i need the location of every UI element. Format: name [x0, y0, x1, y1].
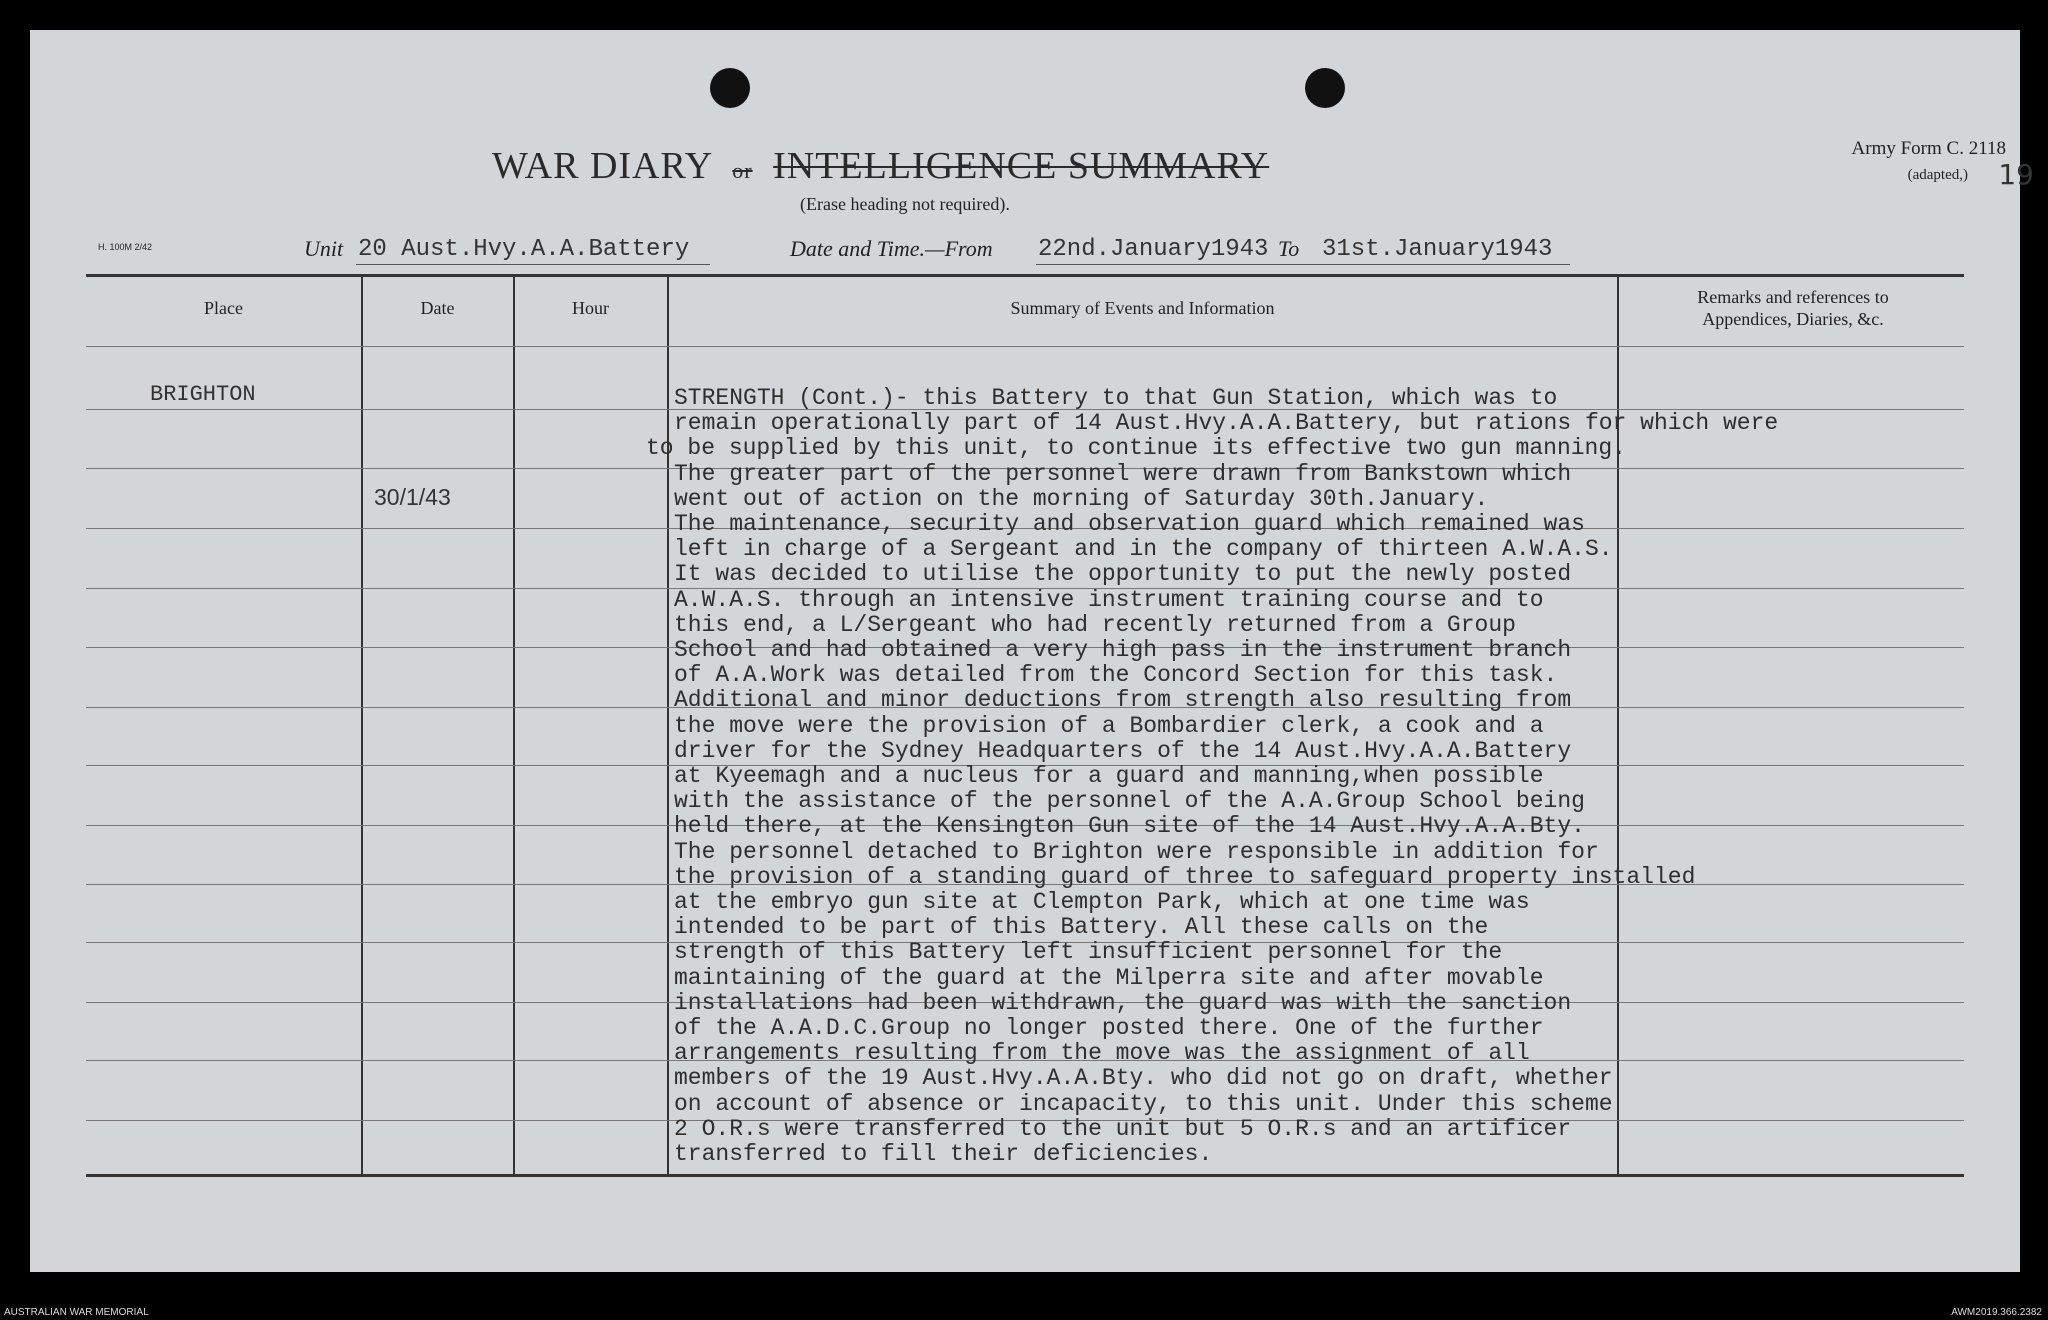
unit-value: 20 Aust.Hvy.A.A.Battery: [358, 236, 690, 263]
form-title: [492, 144, 1269, 188]
summary-line: It was decided to utilise the opportunity to put the newly posted: [674, 561, 1572, 588]
column-header-remarks: Remarks and references to Appendices, Diaries, &c.: [1697, 287, 1889, 329]
summary-line: The greater part of the personnel were drawn from Bankstown which: [674, 460, 1572, 487]
summary-line: left in charge of a Sergeant and in the company of thirteen A.W.A.S.: [674, 536, 1613, 563]
title-war-diary: WAR DIARY: [492, 145, 712, 187]
column-header-summary: Summary of Events and Information: [1010, 298, 1275, 318]
summary-line: held there, at the Kensington Gun site of the 14 Aust.Hvy.A.A.Bty.: [674, 813, 1585, 840]
column-divider: [513, 276, 515, 1174]
summary-line: remain operationally part of 14 Aust.Hvy.A.A.Battery, but rations for which were: [674, 410, 1779, 437]
summary-line: at Kyeemagh and a nucleus for a guard and manning,when possible: [674, 763, 1544, 789]
summary-line: the provision of a standing guard of three to safeguard property installed: [674, 863, 1696, 890]
column-header-date: Date: [420, 298, 455, 318]
summary-line: on account of absence or incapacity, to this unit. Under this scheme: [674, 1090, 1613, 1117]
summary-line: with the assistance of the personnel of the A.A.Group School being: [674, 788, 1585, 815]
unit-label: Unit: [304, 236, 344, 261]
summary-line: School and had obtained a very high pass in the instrument branch: [674, 637, 1572, 663]
table-top-border: [86, 274, 1964, 277]
army-form-adapted: (adapted,): [1907, 167, 1968, 183]
date-to: 31st.January1943: [1322, 236, 1553, 263]
title-or: or: [732, 158, 753, 183]
punch-hole-left: [710, 68, 750, 108]
summary-line: maintaining of the guard at the Milperra site and after movable: [674, 964, 1544, 991]
summary-line: 2 O.R.s were transferred to the unit but 5 O.R.s and an artificer: [674, 1115, 1572, 1142]
footer-accession: AWM2019.366.2382: [1951, 1307, 2042, 1318]
title-intelligence-summary: INTELLIGENCE SUMMARY: [773, 145, 1270, 187]
summary-line: members of the 19 Aust.Hvy.A.A.Bty. who did not go on draft, whether: [674, 1065, 1613, 1092]
summary-line: strength of this Battery left insufficient personnel for the: [674, 939, 1503, 966]
summary-line: The personnel detached to Brighton were responsible in addition for: [674, 838, 1599, 865]
summary-line: to be supplied by this unit, to continue its effective two gun manning.: [646, 435, 1626, 462]
to-label: To: [1278, 236, 1300, 261]
summary-line: The maintenance, security and observation guard which remained was: [674, 511, 1585, 537]
date-time-label: Date and Time.—From: [790, 236, 993, 261]
summary-line: the move were the provision of a Bombardier clerk, a cook and a: [674, 712, 1544, 739]
summary-line: went out of action on the morning of Saturday 30th.January.: [674, 485, 1489, 512]
form-code: H. 100M 2/42: [98, 242, 153, 252]
table-bottom-border: [86, 1174, 1964, 1177]
column-divider: [361, 276, 363, 1174]
summary-line: STRENGTH (Cont.)- this Battery to that Gun Station, which was to: [674, 385, 1558, 411]
army-form-number: Army Form C. 2118: [1851, 138, 2006, 159]
punch-hole-right: [1305, 68, 1345, 108]
date-from: 22nd.January1943: [1038, 236, 1269, 263]
entry-place: BRIGHTON: [150, 382, 256, 407]
summary-line: this end, a L/Sergeant who had recently returned from a Group: [674, 611, 1516, 638]
summary-line: Additional and minor deductions from strength also resulting from: [674, 687, 1572, 714]
entry-date: 30/1/43: [374, 484, 451, 510]
summary-line: at the embryo gun site at Clempton Park, which at one time was: [674, 889, 1530, 915]
erase-note: (Erase heading not required).: [800, 194, 1010, 214]
ruled-line: [86, 346, 1964, 347]
summary-line: arrangements resulting from the move was the assignment of all: [674, 1040, 1530, 1067]
summary-line: driver for the Sydney Headquarters of the 14 Aust.Hvy.A.A.Battery: [674, 737, 1572, 764]
summary-line: of A.A.Work was detailed from the Concord Section for this task.: [674, 662, 1558, 689]
column-divider: [667, 276, 669, 1174]
summary-line: intended to be part of this Battery. All these calls on the: [674, 914, 1489, 941]
footer-credit: AUSTRALIAN WAR MEMORIAL: [4, 1307, 149, 1318]
summary-line: transferred to fill their deficiencies.: [674, 1141, 1213, 1167]
column-header-hour: Hour: [572, 298, 609, 318]
column-header-place: Place: [204, 298, 243, 318]
summary-line: of the A.A.D.C.Group no longer posted there. One of the further: [674, 1015, 1544, 1041]
summary-line: installations had been withdrawn, the guard was with the sanction: [674, 989, 1572, 1016]
summary-line: A.W.A.S. through an intensive instrument training course and to: [674, 586, 1544, 613]
army-form-label: [1852, 136, 2006, 188]
page-number: 19: [1998, 158, 2034, 191]
